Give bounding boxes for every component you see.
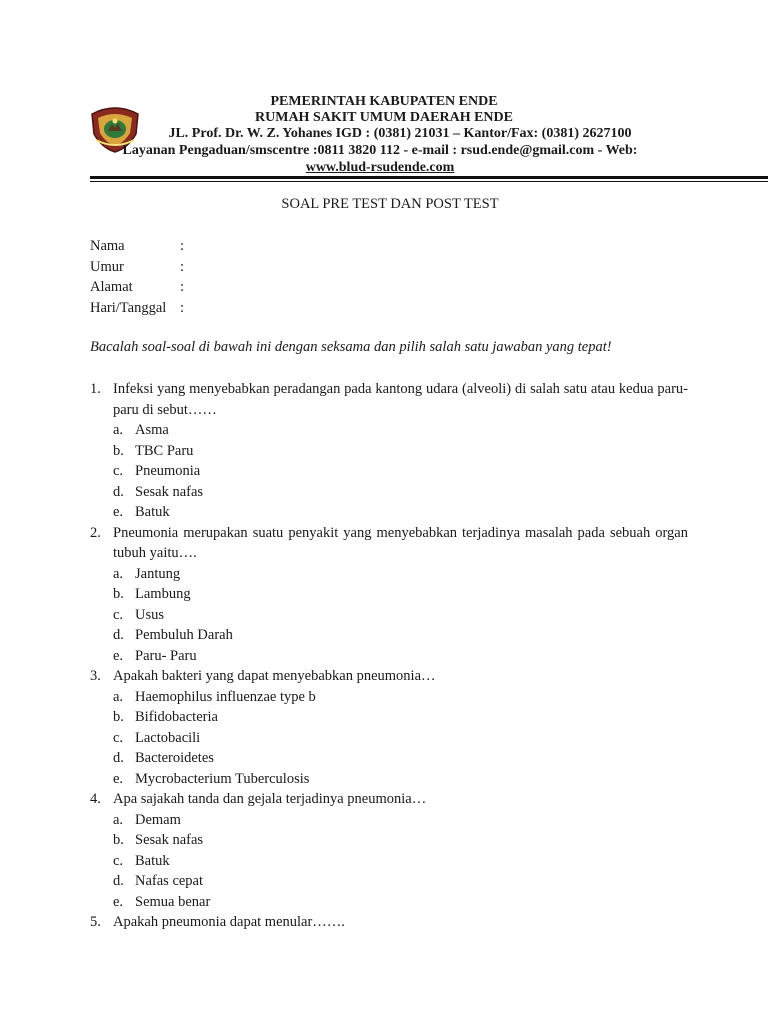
option-text: Bifidobacteria [135, 709, 218, 725]
letterhead-government: PEMERINTAH KABUPATEN ENDE [270, 94, 498, 109]
answer-option[interactable] [113, 461, 688, 482]
field-colon: : [180, 238, 185, 254]
answer-option[interactable] [113, 646, 688, 667]
answer-option[interactable] [113, 830, 688, 851]
option-text: Batuk [135, 504, 170, 520]
option-text: Asma [135, 422, 169, 438]
option-text: Lambung [135, 586, 191, 602]
letterhead-hospital-name: RUMAH SAKIT UMUM DAERAH ENDE [255, 110, 513, 125]
field-alamat [90, 277, 192, 298]
option-letter: e. [113, 504, 124, 520]
option-text: Semua benar [135, 893, 211, 910]
answer-option[interactable] [113, 502, 688, 523]
answer-option[interactable] [113, 851, 688, 872]
option-list [113, 810, 688, 913]
answer-option[interactable] [113, 728, 688, 749]
question-text: Apakah pneumonia dapat menular……. [113, 914, 345, 930]
question-number: 4. [90, 791, 101, 807]
option-letter: b. [113, 709, 124, 725]
option-letter: a. [113, 565, 124, 582]
letterhead-web [100, 160, 660, 176]
field-label: Umur [90, 258, 124, 275]
field-colon: : [180, 299, 185, 316]
field-umur [90, 257, 192, 278]
letterhead-contact: Layanan Pengaduan/smscentre :0811 3820 112 - e-mail : rsud.ende@gmail.com - Web: [122, 143, 638, 158]
question-number: 5. [90, 914, 101, 930]
option-letter: b. [113, 832, 124, 848]
document-title: SOAL PRE TEST DAN POST TEST [281, 196, 499, 212]
answer-option[interactable] [113, 605, 688, 626]
option-letter: c. [113, 852, 124, 869]
question-text: Pneumonia merupakan suatu penyakit yang menyebabkan terjadinya masalah pada sebuah organ tubuh yaitu…. [113, 524, 688, 561]
question-3 [90, 666, 688, 789]
option-text: TBC Paru [135, 442, 194, 459]
answer-option[interactable] [113, 584, 688, 605]
option-text: Paru- Paru [135, 647, 197, 664]
answer-option[interactable] [113, 441, 688, 462]
answer-option[interactable] [113, 871, 688, 892]
answer-option[interactable] [113, 420, 688, 441]
option-letter: d. [113, 873, 124, 889]
field-nama [90, 236, 192, 257]
option-text: Demam [135, 811, 181, 828]
option-text: Sesak nafas [135, 832, 204, 848]
option-text: Bacteroidetes [135, 750, 214, 766]
question-1 [90, 379, 688, 523]
letterhead-address: JL. Prof. Dr. W. Z. Yohanes IGD : (0381) 21031 – Kantor/Fax: (0381) 2627100 [168, 126, 632, 141]
header-divider-thin [90, 181, 768, 182]
field-label: Alamat [90, 279, 133, 295]
question-number: 3. [90, 668, 101, 684]
option-text: Pembuluh Darah [135, 627, 233, 643]
question-text: Apakah bakteri yang dapat menyebabkan pneumonia… [113, 668, 436, 684]
option-letter: c. [113, 606, 124, 623]
answer-option[interactable] [113, 564, 688, 585]
answer-option[interactable] [113, 687, 688, 708]
option-letter: a. [113, 688, 124, 705]
question-text: Infeksi yang menyebabkan peradangan pada kantong udara (alveoli) di salah satu atau kedua paru- paru di sebut…… [113, 381, 688, 418]
option-letter: e. [113, 893, 124, 910]
option-letter: e. [113, 647, 124, 664]
answer-option[interactable] [113, 810, 688, 831]
answer-option[interactable] [113, 769, 688, 790]
option-text: Pneumonia [135, 463, 201, 479]
website-link[interactable]: www.blud-rsudende.com [305, 160, 455, 175]
answer-option[interactable] [113, 625, 688, 646]
question-number: 2. [90, 524, 101, 541]
option-text: Haemophilus influenzae type b [135, 688, 316, 705]
option-text: Nafas cepat [135, 873, 204, 889]
field-label: Hari/Tanggal [90, 299, 167, 316]
question-5 [90, 912, 688, 933]
option-letter: c. [113, 729, 124, 746]
option-letter: e. [113, 770, 124, 787]
option-list [113, 687, 688, 790]
option-text: Usus [135, 606, 165, 623]
question-number: 1. [90, 381, 101, 397]
question-2 [90, 523, 688, 667]
answer-option[interactable] [113, 892, 688, 913]
instruction-text: Bacalah soal-soal di bawah ini dengan seksama dan pilih salah satu jawaban yang tepat! [90, 339, 612, 355]
option-list [113, 564, 688, 667]
option-letter: c. [113, 463, 124, 479]
option-text: Mycrobacterium Tuberculosis [135, 770, 310, 787]
question-text: Apa sajakah tanda dan gejala terjadinya pneumonia… [113, 791, 427, 807]
option-text: Batuk [135, 852, 170, 869]
field-label: Nama [90, 238, 125, 254]
option-letter: b. [113, 442, 124, 459]
field-hari-tanggal [90, 298, 192, 319]
option-letter: b. [113, 586, 124, 602]
option-text: Jantung [135, 565, 181, 582]
answer-option[interactable] [113, 707, 688, 728]
option-list [113, 420, 688, 523]
identity-fields [90, 236, 192, 318]
option-text: Lactobacili [135, 729, 201, 746]
option-letter: a. [113, 811, 124, 828]
option-letter: d. [113, 627, 124, 643]
question-list [90, 379, 688, 933]
answer-option[interactable] [113, 748, 688, 769]
option-letter: d. [113, 483, 124, 500]
field-colon: : [180, 279, 185, 295]
option-letter: d. [113, 750, 124, 766]
question-4 [90, 789, 688, 912]
header-divider-thick [90, 176, 768, 179]
option-letter: a. [113, 422, 124, 438]
answer-option[interactable] [113, 482, 688, 503]
field-colon: : [180, 258, 185, 275]
option-text: Sesak nafas [135, 483, 204, 500]
